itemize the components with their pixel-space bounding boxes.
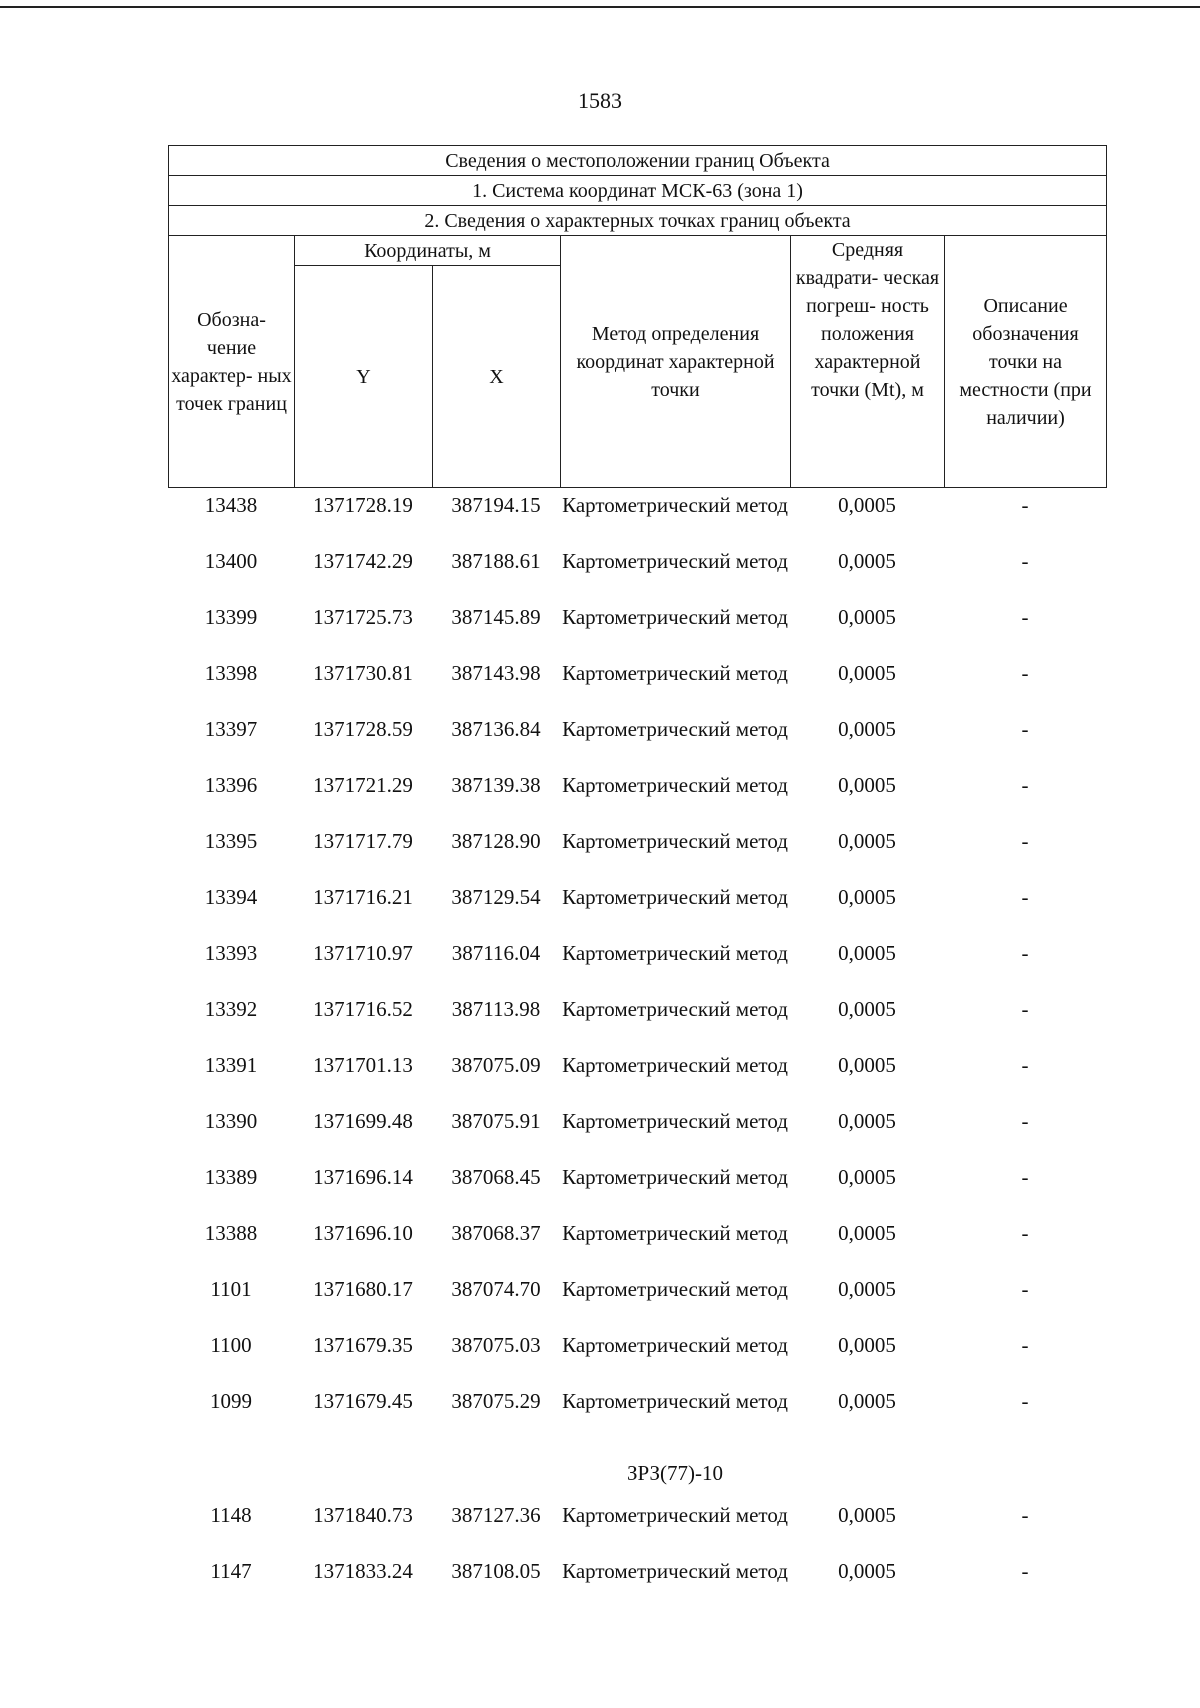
table-row bbox=[168, 1163, 1106, 1219]
error-cell: 0,0005 bbox=[838, 885, 896, 909]
x-cell: 387139.38 bbox=[451, 773, 541, 797]
col-desc-header: Описание обозначения точки на местности (при наличии) bbox=[945, 236, 1107, 488]
table-row bbox=[168, 603, 1106, 659]
y-cell: 1371742.29 bbox=[313, 549, 413, 573]
points-title: 2. Сведения о характерных точках границ объекта bbox=[169, 206, 1107, 236]
error-cell: 0,0005 bbox=[838, 717, 896, 741]
point-cell: 13397 bbox=[204, 717, 258, 741]
error-cell: 0,0005 bbox=[838, 1389, 896, 1413]
point-cell: 13395 bbox=[204, 829, 258, 853]
x-cell: 387145.89 bbox=[451, 605, 541, 629]
method-cell: Картометрический метод bbox=[562, 997, 788, 1021]
error-cell: 0,0005 bbox=[838, 661, 896, 685]
table-row bbox=[168, 939, 1106, 995]
point-cell: 13393 bbox=[204, 941, 258, 965]
table-row bbox=[168, 491, 1106, 547]
error-cell: 0,0005 bbox=[838, 1559, 896, 1583]
col-error-header: Средняя квадрати- ческая погреш- ность положения характерной точки (Mt), м bbox=[791, 236, 945, 488]
desc-cell: - bbox=[1021, 1109, 1029, 1133]
x-cell: 387075.09 bbox=[451, 1053, 541, 1077]
x-cell: 387074.70 bbox=[451, 1277, 541, 1301]
x-cell: 387075.29 bbox=[451, 1389, 541, 1413]
table-row bbox=[168, 715, 1106, 771]
table-row bbox=[168, 1387, 1106, 1443]
zone-label: ЗРЗ(77)-10 bbox=[627, 1461, 723, 1485]
y-cell: 1371716.21 bbox=[313, 885, 413, 909]
x-cell: 387194.15 bbox=[451, 493, 541, 517]
x-cell: 387136.84 bbox=[451, 717, 541, 741]
y-cell: 1371833.24 bbox=[313, 1559, 413, 1583]
desc-cell: - bbox=[1021, 1053, 1029, 1077]
y-cell: 1371725.73 bbox=[313, 605, 413, 629]
x-cell: 387116.04 bbox=[451, 941, 541, 965]
method-cell: Картометрический метод bbox=[562, 941, 788, 965]
point-cell: 1147 bbox=[210, 1559, 252, 1583]
method-cell: Картометрический метод bbox=[562, 717, 788, 741]
top-rule bbox=[0, 6, 1200, 8]
table-row bbox=[168, 771, 1106, 827]
desc-cell: - bbox=[1021, 661, 1029, 685]
point-cell: 13399 bbox=[204, 605, 258, 629]
point-cell: 13391 bbox=[204, 1053, 258, 1077]
error-cell: 0,0005 bbox=[838, 829, 896, 853]
point-cell: 1148 bbox=[210, 1503, 252, 1527]
zone-row bbox=[168, 1443, 1106, 1501]
x-cell: 387068.45 bbox=[451, 1165, 541, 1189]
point-cell: 1099 bbox=[210, 1389, 252, 1413]
table-title: Сведения о местоположении границ Объекта bbox=[169, 146, 1107, 176]
method-cell: Картометрический метод bbox=[562, 549, 788, 573]
col-point-header: Обозна- чение характер- ных точек границ bbox=[169, 236, 295, 488]
method-cell: Картометрический метод bbox=[562, 829, 788, 853]
table-row bbox=[168, 1501, 1106, 1557]
y-cell: 1371680.17 bbox=[313, 1277, 413, 1301]
table-row bbox=[168, 883, 1106, 939]
method-cell: Картометрический метод bbox=[562, 773, 788, 797]
point-cell: 13390 bbox=[204, 1109, 258, 1133]
desc-cell: - bbox=[1021, 885, 1029, 909]
method-cell: Картометрический метод bbox=[562, 661, 788, 685]
desc-cell: - bbox=[1021, 1503, 1029, 1527]
error-cell: 0,0005 bbox=[838, 1109, 896, 1133]
desc-cell: - bbox=[1021, 829, 1029, 853]
point-cell: 1101 bbox=[210, 1277, 252, 1301]
y-cell: 1371721.29 bbox=[313, 773, 413, 797]
y-cell: 1371710.97 bbox=[313, 941, 413, 965]
x-cell: 387127.36 bbox=[451, 1503, 541, 1527]
method-cell: Картометрический метод bbox=[562, 1277, 788, 1301]
y-cell: 1371730.81 bbox=[313, 661, 413, 685]
error-cell: 0,0005 bbox=[838, 1165, 896, 1189]
desc-cell: - bbox=[1021, 605, 1029, 629]
point-cell: 13392 bbox=[204, 997, 258, 1021]
table-row bbox=[168, 1107, 1106, 1163]
desc-cell: - bbox=[1021, 717, 1029, 741]
desc-cell: - bbox=[1021, 1559, 1029, 1583]
error-cell: 0,0005 bbox=[838, 997, 896, 1021]
col-coords-header: Координаты, м bbox=[295, 236, 561, 266]
point-cell: 13388 bbox=[204, 1221, 258, 1245]
method-cell: Картометрический метод bbox=[562, 1503, 788, 1527]
method-cell: Картометрический метод bbox=[562, 1559, 788, 1583]
error-cell: 0,0005 bbox=[838, 605, 896, 629]
error-cell: 0,0005 bbox=[838, 1053, 896, 1077]
y-cell: 1371679.35 bbox=[313, 1333, 413, 1357]
table-row bbox=[168, 995, 1106, 1051]
method-cell: Картометрический метод bbox=[562, 1109, 788, 1133]
table-row bbox=[168, 1275, 1106, 1331]
y-cell: 1371696.10 bbox=[313, 1221, 413, 1245]
method-cell: Картометрический метод bbox=[562, 493, 788, 517]
table-row bbox=[168, 1557, 1106, 1613]
table-row bbox=[168, 659, 1106, 715]
point-cell: 13394 bbox=[204, 885, 258, 909]
x-cell: 387143.98 bbox=[451, 661, 541, 685]
col-method-header: Метод определения координат характерной точки bbox=[561, 236, 791, 488]
x-cell: 387188.61 bbox=[451, 549, 541, 573]
x-cell: 387075.91 bbox=[451, 1109, 541, 1133]
col-x-header: X bbox=[433, 266, 561, 488]
desc-cell: - bbox=[1021, 997, 1029, 1021]
table-row bbox=[168, 547, 1106, 603]
method-cell: Картометрический метод bbox=[562, 1053, 788, 1077]
point-cell: 13438 bbox=[204, 493, 258, 517]
point-cell: 13398 bbox=[204, 661, 258, 685]
x-cell: 387075.03 bbox=[451, 1333, 541, 1357]
table-row bbox=[168, 1219, 1106, 1275]
y-cell: 1371701.13 bbox=[313, 1053, 413, 1077]
coordinate-system: 1. Система координат МСК-63 (зона 1) bbox=[169, 176, 1107, 206]
y-cell: 1371728.59 bbox=[313, 717, 413, 741]
desc-cell: - bbox=[1021, 1389, 1029, 1413]
y-cell: 1371728.19 bbox=[313, 493, 413, 517]
error-cell: 0,0005 bbox=[838, 1221, 896, 1245]
error-cell: 0,0005 bbox=[838, 493, 896, 517]
x-cell: 387113.98 bbox=[451, 997, 541, 1021]
point-cell: 13400 bbox=[204, 549, 258, 573]
y-cell: 1371717.79 bbox=[313, 829, 413, 853]
error-cell: 0,0005 bbox=[838, 941, 896, 965]
desc-cell: - bbox=[1021, 1221, 1029, 1245]
desc-cell: - bbox=[1021, 941, 1029, 965]
x-cell: 387068.37 bbox=[451, 1221, 541, 1245]
method-cell: Картометрический метод bbox=[562, 1221, 788, 1245]
error-cell: 0,0005 bbox=[838, 1503, 896, 1527]
method-cell: Картометрический метод bbox=[562, 605, 788, 629]
x-cell: 387128.90 bbox=[451, 829, 541, 853]
point-cell: 13389 bbox=[204, 1165, 258, 1189]
error-cell: 0,0005 bbox=[838, 1333, 896, 1357]
x-cell: 387129.54 bbox=[451, 885, 541, 909]
x-cell: 387108.05 bbox=[451, 1559, 541, 1583]
table-row bbox=[168, 827, 1106, 883]
method-cell: Картометрический метод bbox=[562, 1333, 788, 1357]
method-cell: Картометрический метод bbox=[562, 1389, 788, 1413]
point-cell: 1100 bbox=[210, 1333, 252, 1357]
desc-cell: - bbox=[1021, 493, 1029, 517]
desc-cell: - bbox=[1021, 1277, 1029, 1301]
table-row bbox=[168, 1331, 1106, 1387]
table-row bbox=[168, 1051, 1106, 1107]
error-cell: 0,0005 bbox=[838, 773, 896, 797]
error-cell: 0,0005 bbox=[838, 549, 896, 573]
col-y-header: Y bbox=[295, 266, 433, 488]
desc-cell: - bbox=[1021, 549, 1029, 573]
y-cell: 1371679.45 bbox=[313, 1389, 413, 1413]
y-cell: 1371716.52 bbox=[313, 997, 413, 1021]
desc-cell: - bbox=[1021, 1165, 1029, 1189]
y-cell: 1371696.14 bbox=[313, 1165, 413, 1189]
page-number: 1583 bbox=[578, 88, 622, 113]
data-table bbox=[168, 491, 1106, 1613]
point-cell: 13396 bbox=[204, 773, 258, 797]
method-cell: Картометрический метод bbox=[562, 885, 788, 909]
error-cell: 0,0005 bbox=[838, 1277, 896, 1301]
desc-cell: - bbox=[1021, 1333, 1029, 1357]
y-cell: 1371699.48 bbox=[313, 1109, 413, 1133]
method-cell: Картометрический метод bbox=[562, 1165, 788, 1189]
header-table bbox=[168, 145, 1107, 488]
desc-cell: - bbox=[1021, 773, 1029, 797]
y-cell: 1371840.73 bbox=[313, 1503, 413, 1527]
